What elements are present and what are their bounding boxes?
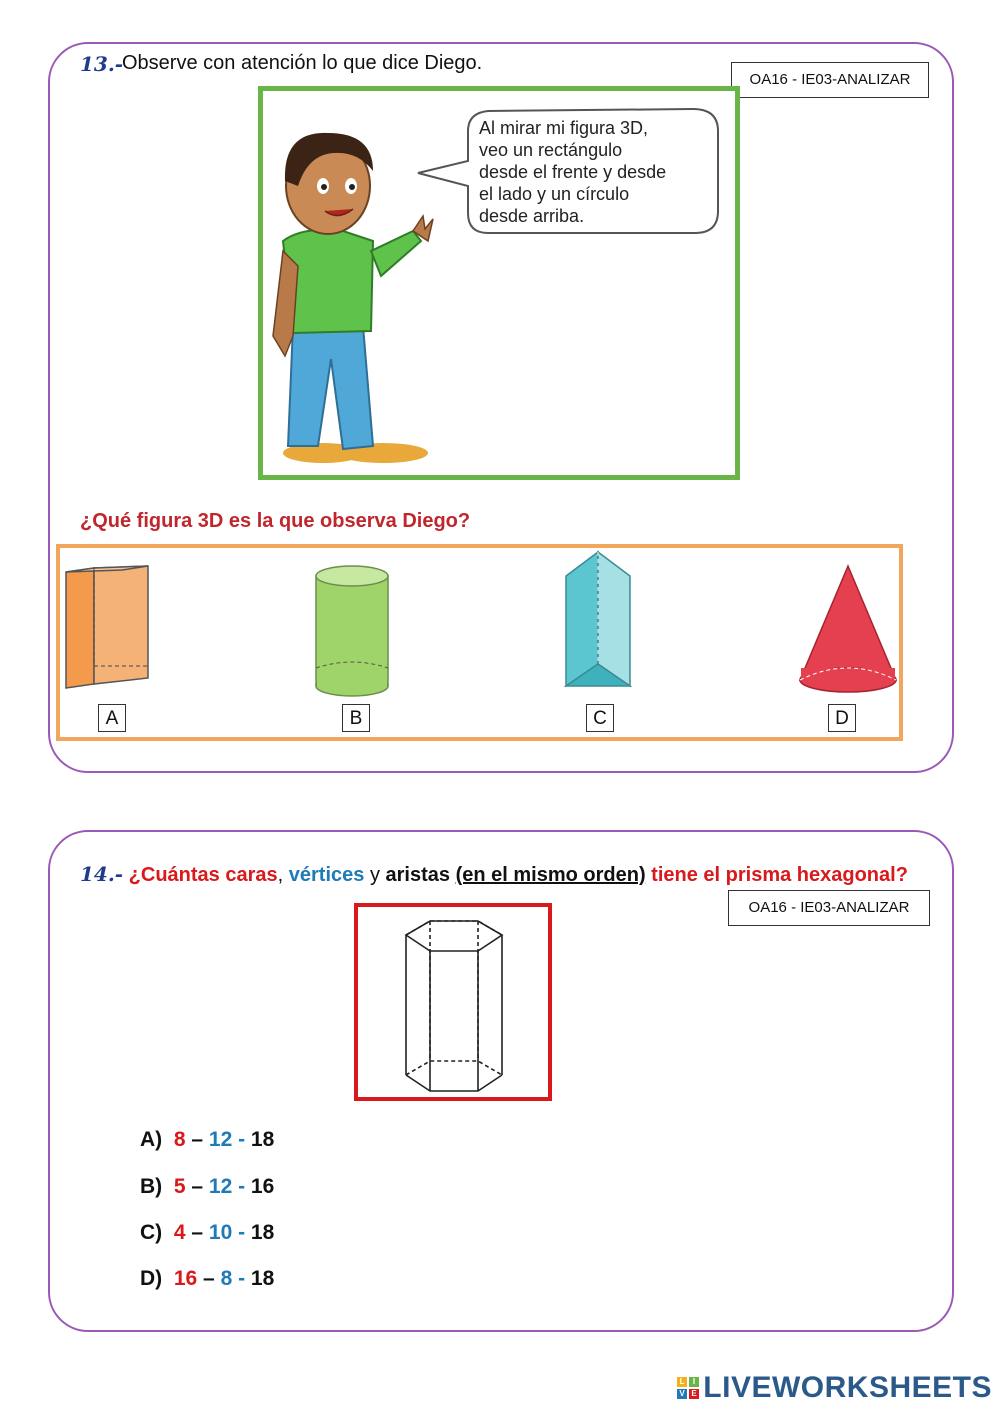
option-d-button[interactable]: D <box>828 704 856 732</box>
speech-bubble-text: Al mirar mi figura 3D, veo un rectángulo desde el frente y desde el lado y un círculo desde arriba. <box>479 118 667 226</box>
shape-options-box <box>56 544 903 741</box>
shape-options-drawing <box>60 548 899 737</box>
q14-prism-phrase: tiene el prisma hexagonal? <box>651 864 908 886</box>
question-14-text <box>80 862 908 887</box>
answer-d[interactable]: D) 16 – 8 - 18 <box>140 1267 275 1290</box>
question-13-question: ¿Qué figura 3D es la que observa Diego? <box>80 510 471 532</box>
answer-b[interactable]: B) 5 – 12 - 16 <box>140 1175 275 1198</box>
diego-illustration-frame <box>258 86 740 480</box>
diego-boy <box>273 133 433 463</box>
hexagonal-prism-drawing <box>358 907 548 1097</box>
option-b-button[interactable]: B <box>342 704 370 732</box>
q14-order-note: (en el mismo orden) <box>455 864 646 886</box>
answer-a[interactable]: A) 8 – 12 - 18 <box>140 1128 275 1151</box>
q14-comma: , <box>277 864 284 886</box>
question-13-number: 13.- <box>80 52 124 76</box>
q14-aristas-word: aristas <box>385 864 451 886</box>
option-c-shape <box>566 552 630 686</box>
question-13-prompt: Observe con atención lo que dice Diego. <box>122 52 483 74</box>
liveworksheets-brand <box>677 1371 992 1405</box>
option-b-shape <box>316 566 388 696</box>
option-a-button[interactable]: A <box>98 704 126 732</box>
question-14-number: 14.- <box>80 862 124 886</box>
hexagonal-prism-frame <box>354 903 552 1101</box>
question-14-code: OA16 - IE03-ANALIZAR <box>728 890 930 926</box>
q14-caras-word: ¿Cuántas caras <box>128 864 278 886</box>
option-d-shape <box>800 566 896 692</box>
q14-vertices-word: vértices <box>288 864 365 886</box>
liveworksheets-logo-icon: L I V E <box>677 1377 699 1399</box>
liveworksheets-wordmark: LIVEWORKSHEETS <box>703 1371 992 1404</box>
option-c-button[interactable]: C <box>586 704 614 732</box>
q14-y-word: y <box>369 864 380 886</box>
answer-c[interactable]: C) 4 – 10 - 18 <box>140 1221 275 1244</box>
question-13-code: OA16 - IE03-ANALIZAR <box>731 62 929 98</box>
option-a-shape <box>66 566 148 688</box>
